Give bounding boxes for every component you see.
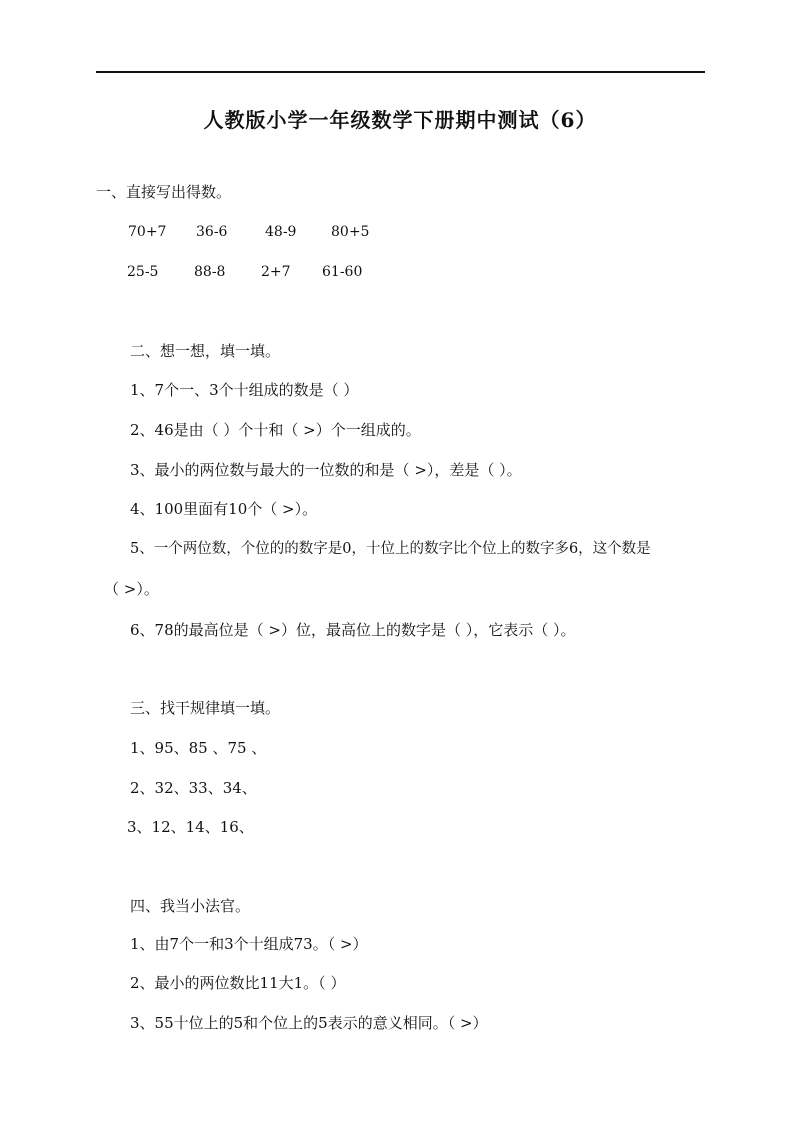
section4-heading: 四、我当小法官。 — [130, 897, 251, 915]
question-item: 2、32、33、34、 — [130, 779, 257, 797]
section1-heading: 一、直接写出得数。 — [96, 183, 232, 201]
calc-item: 36-6 — [196, 224, 228, 240]
question-item-continuation: （ >）。 — [104, 580, 159, 598]
question-item: 1、7个一、3个十组成的数是（ ） — [130, 381, 359, 399]
question-item: 3、12、14、16、 — [127, 818, 254, 836]
question-item: 2、最小的两位数比11大1。（ ） — [130, 974, 346, 992]
question-item: 5、一个两位数，个位的的数字是0，十位上的数字比个位上的数字多6，这个数是 — [130, 541, 651, 557]
top-rule — [96, 71, 705, 73]
calc-item: 48-9 — [265, 224, 297, 240]
question-item: 3、最小的两位数与最大的一位数的和是（ >），差是（ ）。 — [130, 461, 522, 479]
question-item: 1、由7个一和3个十组成73。（ >） — [130, 935, 368, 953]
section3-heading: 三、找干规律填一填。 — [130, 699, 281, 717]
calc-item: 80+5 — [331, 224, 370, 240]
calc-item: 61-60 — [322, 264, 363, 280]
page-title: 人教版小学一年级数学下册期中测试（6） — [203, 108, 597, 132]
calc-item: 88-8 — [194, 264, 226, 280]
calc-item: 70+7 — [128, 224, 167, 240]
question-item: 3、55十位上的5和个位上的5表示的意义相同。（ >） — [130, 1014, 488, 1032]
question-item: 1、95、85 、75 、 — [130, 739, 267, 757]
question-item: 4、100里面有10个（ >）。 — [130, 500, 318, 518]
section2-heading: 二、想一想，填一填。 — [130, 342, 281, 360]
calc-item: 2+7 — [261, 264, 291, 280]
question-item: 6、78的最高位是（ >）位，最高位上的数字是（ ），它表示（ ）。 — [130, 621, 576, 639]
question-item: 2、46是由（ ）个十和（ >）个一组成的。 — [130, 421, 421, 439]
calc-item: 25-5 — [127, 264, 159, 280]
